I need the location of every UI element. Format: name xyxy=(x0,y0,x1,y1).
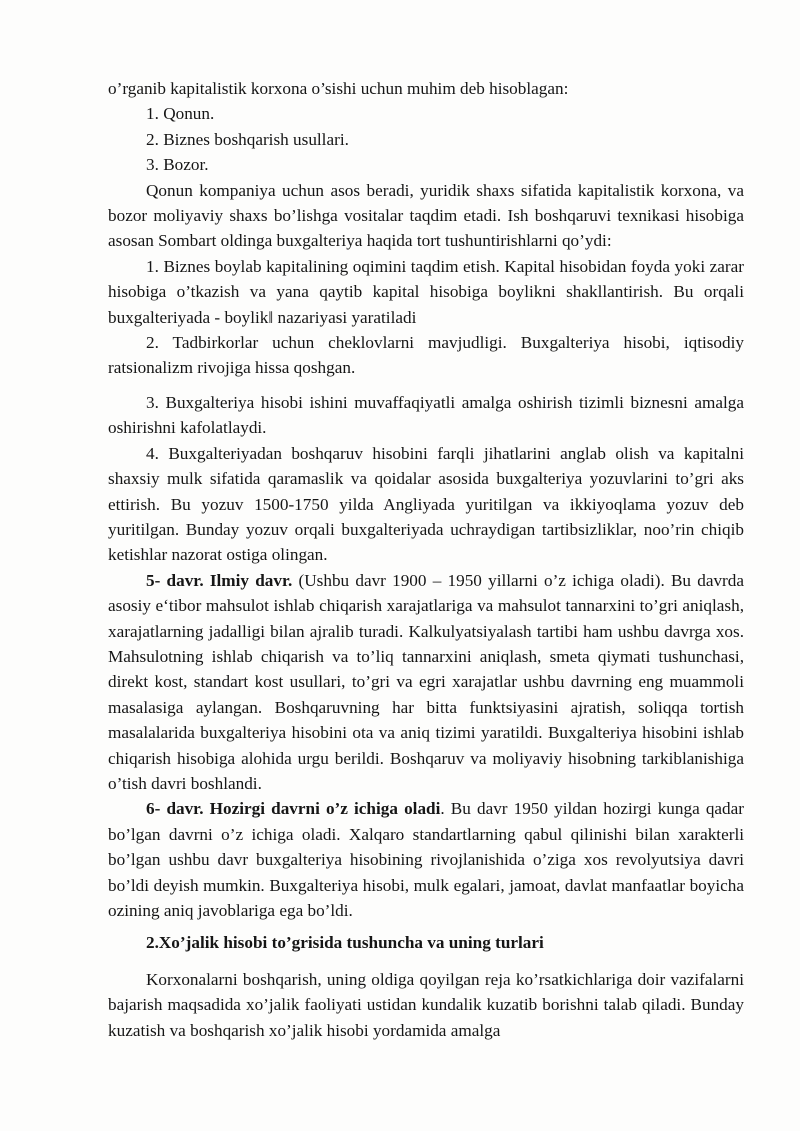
paragraph-davr-5 xyxy=(108,568,744,797)
paragraph-korxonalarni: Korxonalarni boshqarish, uning oldiga qoyilgan reja ko’rsatkichlariga doir vazifalarni bajarish maqsadida xo’jalik faoliyati ustidan kundalik kuzatib borishni talab qiladi. Bunday kuzatish va boshqarish xo’jalik hisobi yordamida amalga xyxy=(108,969,744,1040)
paragraph-davr-6 xyxy=(108,796,744,923)
text-block xyxy=(108,76,744,1043)
paragraph-explanation-4: 4. Buxgalteriyadan boshqaruv hisobini farqli jihatlarini anglab olish va kapitalni shaxsiy mulk sifatida qaramaslik va qoidalar asosida buxgalteriya yozuvlarini to’gri aks ettirish. Bu yozuv 1500-1750 yilda Angliyada yuritilgan va ikkiyoqlama yozuv deb yuritilgan. Bunday yozuv orqali buxgalteriyada uchraydigan tartibsizliklar, noo’rin chiqib ketishlar nazorat ostiga olingan. xyxy=(108,443,744,565)
section-heading: 2.Xo’jalik hisobi to’grisida tushuncha va uning turlari xyxy=(146,933,544,953)
list-item-biznes: 2. Biznes boshqarish usullari. xyxy=(146,129,349,149)
intro-line: o’rganib kapitalistik korxona o’sishi uchun muhim deb hisoblagan: xyxy=(108,79,569,98)
davr-5-body: (Ushbu davr 1900 – 1950 yillarni o’z ichiga oladi). Bu davrda asosiy e‘tibor mahsulot ishlab chiqarish xarajatlariga va mahsulot tannarxini to’gri aniqlash, xarajatlarning jadalligi bilan ajralib turadi. Kalkulyatsiyalash tartibi ham ushbu davrga xos. Mahsulotning ishlab chiqarish va to’liq tannarxini aniqlash, smeta qiymati tushunchasi, direkt kost, standart kost usullari, to’gri va egri xarajatlar ushbu davrning eng muammoli masalasiga aylangan. Boshqaruvning har bitta funktsiyasini ajratish, soliqqa tortish masalalarida buxgalteriya hisobini ota va aniq tizimi yaratildi. Buxgalteriya hisobini ishlab chiqarish hisobiga alohida urgu berildi. Boshqaruv va moliyaviy hisobning tarkiblanishiga o’tish davri boshlandi. xyxy=(108,570,744,793)
paragraph-explanation-3: 3. Buxgalteriya hisobi ishini muvaffaqiyatli amalga oshirish tizimli biznesni amalga oshirishni kafolatlaydi. xyxy=(108,392,744,438)
paragraph-explanation-2: 2. Tadbirkorlar uchun cheklovlarni mavjudligi. Buxgalteriya hisobi, iqtisodiy ratsionalizm rivojiga hissa qoshgan. xyxy=(108,333,744,378)
paragraph-explanation-1: 1. Biznes boylab kapitalining oqimini taqdim etish. Kapital hisobidan foyda yoki zarar hisobiga o’tkazish va yana qaytib kapital hisobiga boylikni shakllantirish. Bu orqali buxgalteriyada - boylik‖ nazariyasi yaratiladi xyxy=(108,256,744,327)
list-item-qonun: 1. Qonun. xyxy=(146,104,215,124)
davr-6-lead: 6- davr. Hozirgi davrni o’z ichiga oladi xyxy=(146,799,441,819)
davr-6-body: . Bu davr 1950 yildan hozirgi kunga qadar bo’lgan davrni o’z ichiga oladi. Xalqaro standartlarning qabul qilinishi bilan xarakterli bo’lgan ushbu davr buxgalteriya hisobining rivojlanishida o’ziga xos revolyutsiya davri bo’ldi deyish mumkin. Buxgalteriya hisobi, mulk egalari, jamoat, davlat manfaatlar boyicha ozining aniq javoblariga ega bo’ldi. xyxy=(108,799,744,920)
paragraph-qonun-kompaniya: Qonun kompaniya uchun asos beradi, yuridik shaxs sifatida kapitalistik korxona, va bozor moliyaviy shaxs bo’lishga vositalar taqdim etadi. Ish boshqaruvi texnikasi hisobiga asosan Sombart oldinga buxgalteriya haqida tort tushuntirishlarni qo’ydi: xyxy=(108,180,744,251)
davr-5-lead: 5- davr. Ilmiy davr. xyxy=(146,570,293,590)
list-item-bozor: 3. Bozor. xyxy=(146,155,209,175)
